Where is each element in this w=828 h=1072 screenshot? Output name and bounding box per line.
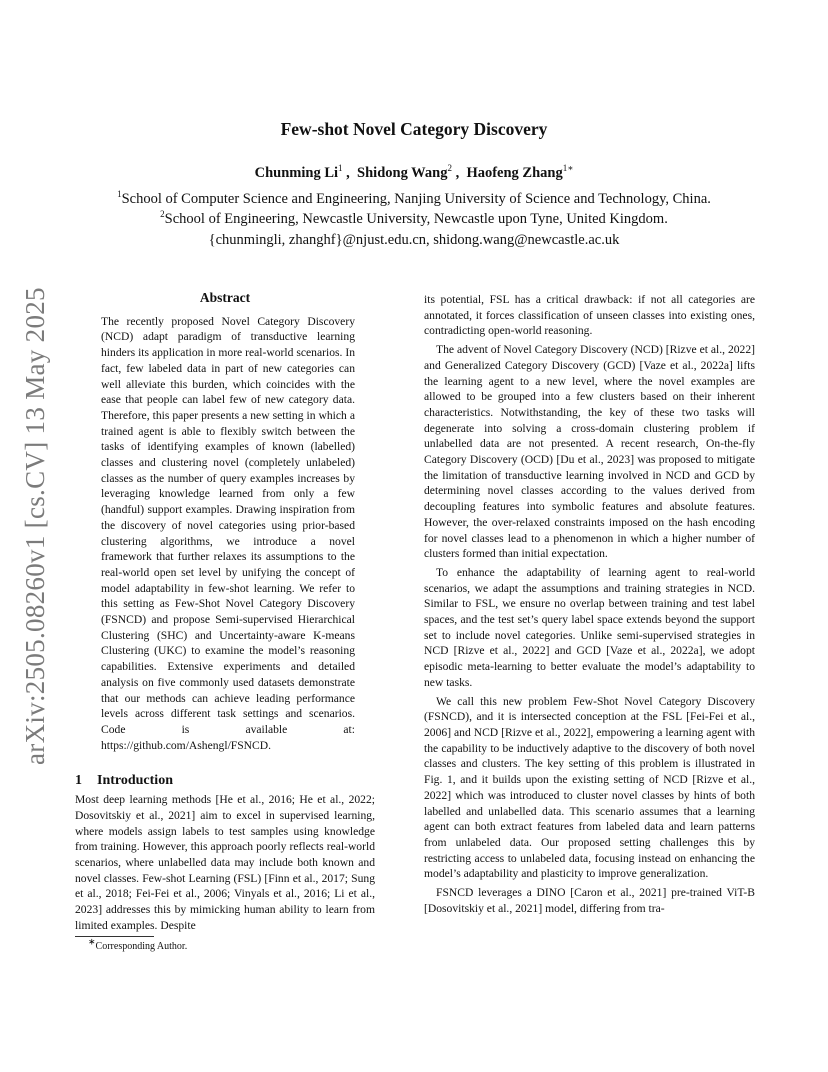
author-name: Shidong Wang bbox=[357, 165, 448, 181]
abstract-heading: Abstract bbox=[199, 290, 251, 305]
affiliation bbox=[0, 209, 828, 229]
body-paragraph: Most deep learning methods [He et al., 2016; He et al., 2022; Dosovitskiy et al., 2021] aim to excel in supervised learning, where models assign labels to test samples using knowledge from training. However, this approach poorly reflects real-world scenarios, where unlabelled data may include both known and novel classes. Few-shot Learning (FSL) [Finn et al., 2017; Sung et al., 2018; Fei-Fei et al., 2006; Vinyals et al., 2016; Li et al., 2023] addresses this by mimicking human ability to learn from limited examples. Despite bbox=[75, 793, 375, 932]
affiliation bbox=[0, 189, 828, 209]
affiliation-text: School of Engineering, Newcastle University, Newcastle upon Tyne, United Kingdom. bbox=[164, 211, 668, 227]
footnote-rule bbox=[75, 936, 154, 937]
footnote bbox=[88, 936, 188, 952]
affiliation-mark: 2 bbox=[160, 209, 165, 220]
section-number: 1 bbox=[75, 773, 82, 789]
right-column bbox=[424, 292, 755, 916]
affiliation-mark: 1 bbox=[117, 189, 122, 200]
author-name: Haofeng Zhang bbox=[466, 165, 563, 181]
body-paragraph: The advent of Novel Category Discovery (NCD) [Rizve et al., 2022] and Generalized Category Discovery (GCD) [Vaze et al., 2022a] lifts the learning agent to a new level, where the novel examples are allowed to be grouped into a few clusters based on their inherent characteristics. Notwithstanding, the key of these two tasks will degenerate into solving a cross-domain clustering problem if unlabelled data are not presented. A recent research, On-the-fly Category Discovery (OCD) [Du et al., 2023] was proposed to mitigate the limitation of transductive learning involved in NCD and GCD by determining novel classes according to the values derived from decoupling features into symbolic features and absolute features. However, the over-relaxed constraints imposed on the hash encoding for novel classes lead to a phenomenon in which a higher number of clusters formed than initial expectation. bbox=[424, 343, 755, 561]
body-paragraph: To enhance the adaptability of learning agent to real-world scenarios, we adapt the assumptions and training strategies in NCD. Similar to FSL, we ensure no overlap between training and test label spaces, and the test set’s query label space extends beyond the support set to include novel categories. Unlike semi-supervised strategies in NCD [Rizve et al., 2022] and GCD [Vaze et al., 2022a], we adopt episodic meta-learning to better evaluate the model’s adaptability to new tasks. bbox=[424, 565, 755, 689]
body-paragraph: its potential, FSL has a critical drawback: if not all categories are annotated, it forces classification of unseen classes into existing ones, contradicting open-world reasoning. bbox=[424, 293, 755, 338]
author-mark: 1∗ bbox=[562, 163, 574, 174]
section-title: Introduction bbox=[97, 773, 173, 789]
body-paragraph: We call this new problem Few-Shot Novel Category Discovery (FSNCD), and it is intersected conception at the FSL [Fei-Fei et al., 2006] and NCD [Rizve et al., 2022], empowering a learning agent with the capability to be inductively adaptive to the discovery of both novel classes and clusters. The key setting of this problem is illustrated in Fig. 1, and it builds upon the existing setting of NCD [Rizve et al., 2022] which was introduced to cluster novel classes by hints of both labelled and unlabelled data. This scenario assumes that a learning agent can both extract features from labeled data and learn patterns from unlabeled data. Our proposed setting challenges this by restricting access to unlabeled data, focusing instead on enhancing the model’s adaptability and plasticity to improve generalization. bbox=[424, 694, 755, 881]
paper-title: Few-shot Novel Category Discovery bbox=[280, 119, 548, 139]
affiliation-text: School of Computer Science and Engineering, Nanjing University of Science and Technology, China. bbox=[121, 191, 711, 207]
footnote-text: Corresponding Author. bbox=[95, 941, 188, 952]
author-mark: 1 bbox=[338, 163, 343, 174]
left-column bbox=[75, 290, 375, 933]
author-list: Chunming Li$^1$ , Shidong Wang$^2$ , Haofeng Zhang$^{1∗}$ bbox=[254, 163, 574, 181]
arxiv-identifier: arXiv:2505.08260v1 [cs.CV] 13 May 2025 bbox=[20, 287, 50, 765]
author-mark: 2 bbox=[447, 163, 452, 174]
author-emails: {chunmingli, zhanghf}@njust.edu.cn, shidong.wang@newcastle.ac.uk bbox=[208, 232, 620, 248]
body-paragraph: FSNCD leverages a DINO [Caron et al., 2021] pre-trained ViT-B [Dosovitskiy et al., 2021] model, differing from tra- bbox=[424, 886, 755, 915]
section-heading bbox=[75, 773, 375, 789]
abstract-text: The recently proposed Novel Category Discovery (NCD) adapt paradigm of transductive learning hinders its application in more real-world scenarios. In fact, few labeled data in part of new categories can well alleviate this burden, which coincides with the ease that people can label few of new category data. Therefore, this paper presents a new setting in which a trained agent is able to flexibly switch between the tasks of identifying examples of known (labelled) classes and clustering novel (completely unlabeled) classes as the number of query examples increases by leveraging knowledge learned from only a few (handful) support examples. Drawing inspiration from the discovery of novel categories using prior-based clustering algorithms, we introduce a novel framework that further relaxes its assumptions to the real-world open set level by unifying the concept of model adaptability in few-shot learning. We refer to this setting as Few-Shot Novel Category Discovery (FSNCD) and propose Semi-supervised Hierarchical Clustering (SHC) and Uncertainty-aware K-means Clustering (UKC) to examine the model’s reasoning capabilities. Extensive experiments and detailed analysis on five commonly used datasets demonstrate that our methods can achieve leading performance levels across different task settings and scenarios. Code is available at: https://github.com/Ashengl/FSNCD. bbox=[101, 314, 355, 752]
footnote-mark: ∗ bbox=[88, 936, 96, 947]
author-name: Chunming Li bbox=[254, 165, 339, 181]
